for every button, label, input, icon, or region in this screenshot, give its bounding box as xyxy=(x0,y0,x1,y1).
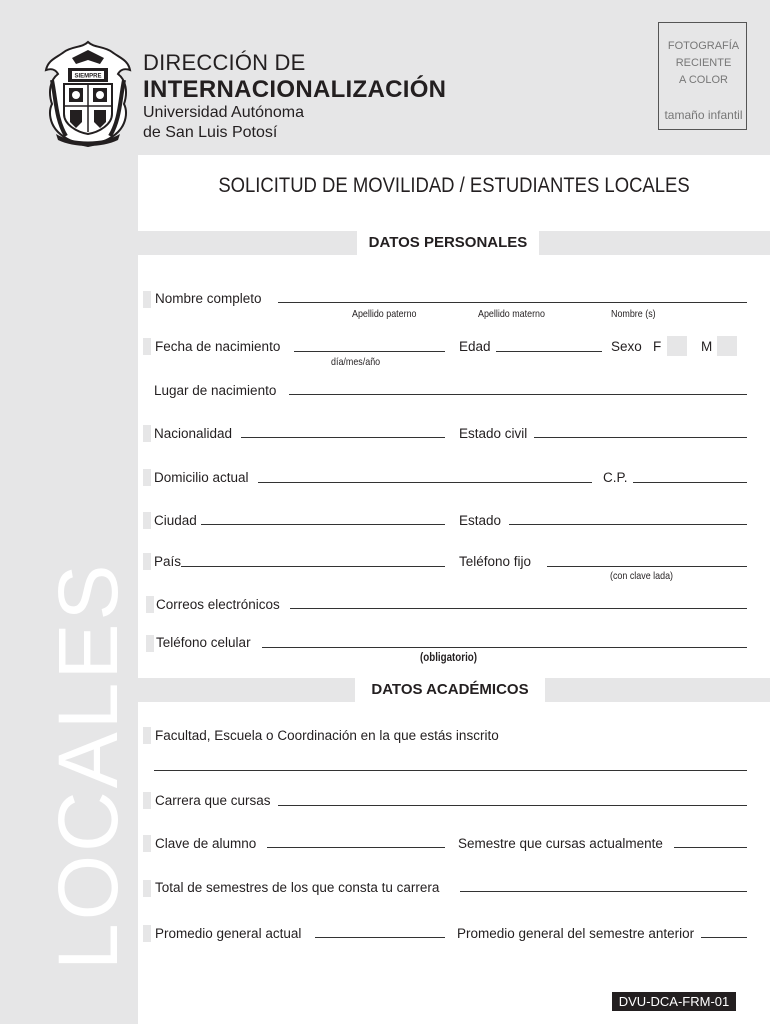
celular-label: Teléfono celular xyxy=(156,635,251,650)
sexo-m-checkbox[interactable] xyxy=(717,336,737,356)
ciudad-field[interactable] xyxy=(201,524,445,525)
carrera-label: Carrera que cursas xyxy=(155,793,271,808)
lugar-field[interactable] xyxy=(289,394,747,395)
section-heading-personal: DATOS PERSONALES xyxy=(357,231,539,255)
correos-field[interactable] xyxy=(290,608,747,609)
correos-label: Correos electrónicos xyxy=(156,597,280,612)
clave-field[interactable] xyxy=(267,847,445,848)
svg-text:SIEMPRE: SIEMPRE xyxy=(74,73,102,80)
nombre-field[interactable] xyxy=(278,302,747,303)
field-marker xyxy=(143,469,151,486)
pais-label: País xyxy=(154,554,182,569)
cp-field[interactable] xyxy=(633,482,747,483)
estado-civil-field[interactable] xyxy=(534,437,747,438)
form-title: SOLICITUD DE MOVILIDAD / ESTUDIANTES LOCALES xyxy=(218,174,690,197)
promedio-anterior-label: Promedio general del semestre anterior xyxy=(457,926,695,941)
edad-label: Edad xyxy=(459,339,491,354)
sexo-f-label: F xyxy=(653,339,662,354)
carrera-field[interactable] xyxy=(278,805,747,806)
nombres-hint: Nombre (s) xyxy=(611,308,656,320)
total-semestres-label: Total de semestres de los que consta tu carrera xyxy=(155,880,440,895)
facultad-label: Facultad, Escuela o Coordinación en la que estás inscrito xyxy=(155,728,499,743)
header-internacionalizacion: INTERNACIONALIZACIÓN xyxy=(143,76,447,103)
sidebar-locales-text: LOCALES xyxy=(41,561,135,970)
field-marker xyxy=(143,338,151,355)
promedio-anterior-field[interactable] xyxy=(701,937,747,938)
nombre-label: Nombre completo xyxy=(155,291,262,306)
photo-box[interactable] xyxy=(658,22,747,130)
ciudad-label: Ciudad xyxy=(154,513,197,528)
promedio-label: Promedio general actual xyxy=(155,926,302,941)
estado-civil-label: Estado civil xyxy=(459,426,528,441)
field-marker xyxy=(143,792,151,809)
header-university-line1: Universidad Autónoma xyxy=(143,104,304,121)
field-marker xyxy=(143,425,151,442)
lugar-label: Lugar de nacimiento xyxy=(154,383,277,398)
sexo-label: Sexo xyxy=(611,339,642,354)
fecha-field[interactable] xyxy=(294,351,445,352)
field-marker xyxy=(143,880,151,897)
field-marker xyxy=(143,835,151,852)
photo-line1: FOTOGRAFÍA xyxy=(667,40,740,52)
domicilio-label: Domicilio actual xyxy=(154,470,249,485)
photo-line3: A COLOR xyxy=(679,74,728,86)
fecha-label: Fecha de nacimiento xyxy=(155,339,281,354)
field-marker xyxy=(143,727,151,744)
nacionalidad-field[interactable] xyxy=(241,437,445,438)
section-heading-academic: DATOS ACADÉMICOS xyxy=(355,678,545,702)
sexo-f-checkbox[interactable] xyxy=(667,336,687,356)
cp-label: C.P. xyxy=(603,470,628,485)
university-seal-icon xyxy=(42,40,134,148)
field-marker xyxy=(146,596,154,613)
edad-field[interactable] xyxy=(496,351,602,352)
field-marker xyxy=(146,635,154,652)
apellido-materno-hint: Apellido materno xyxy=(478,308,545,320)
estado-label: Estado xyxy=(459,513,502,528)
clave-label: Clave de alumno xyxy=(155,836,257,851)
domicilio-field[interactable] xyxy=(258,482,592,483)
celular-field[interactable] xyxy=(262,647,747,648)
field-marker xyxy=(143,925,151,942)
photo-line2: RECIENTE xyxy=(675,57,732,69)
field-marker xyxy=(143,553,151,570)
sexo-m-label: M xyxy=(701,339,713,354)
header-university-line2: de San Luis Potosí xyxy=(143,124,278,141)
pais-field[interactable] xyxy=(181,566,445,567)
celular-hint: (obligatorio) xyxy=(420,652,478,664)
nacionalidad-label: Nacionalidad xyxy=(154,426,233,441)
telefono-fijo-label: Teléfono fijo xyxy=(459,554,532,569)
telefono-fijo-field[interactable] xyxy=(547,566,747,567)
photo-line4: tamaño infantil xyxy=(664,108,743,122)
header-direccion-de: DIRECCIÓN DE xyxy=(143,50,306,75)
semestre-field[interactable] xyxy=(674,847,747,848)
fecha-hint: día/mes/año xyxy=(331,356,381,368)
promedio-field[interactable] xyxy=(315,937,445,938)
semestre-label: Semestre que cursas actualmente xyxy=(458,836,663,851)
form-code-badge: DVU-DCA-FRM-01 xyxy=(612,992,736,1011)
total-semestres-field[interactable] xyxy=(460,891,747,892)
telefono-fijo-hint: (con clave lada) xyxy=(610,570,674,582)
field-marker xyxy=(143,512,151,529)
apellido-paterno-hint: Apellido paterno xyxy=(352,308,417,320)
field-marker xyxy=(143,291,151,308)
facultad-field[interactable] xyxy=(154,770,747,771)
estado-field[interactable] xyxy=(509,524,747,525)
